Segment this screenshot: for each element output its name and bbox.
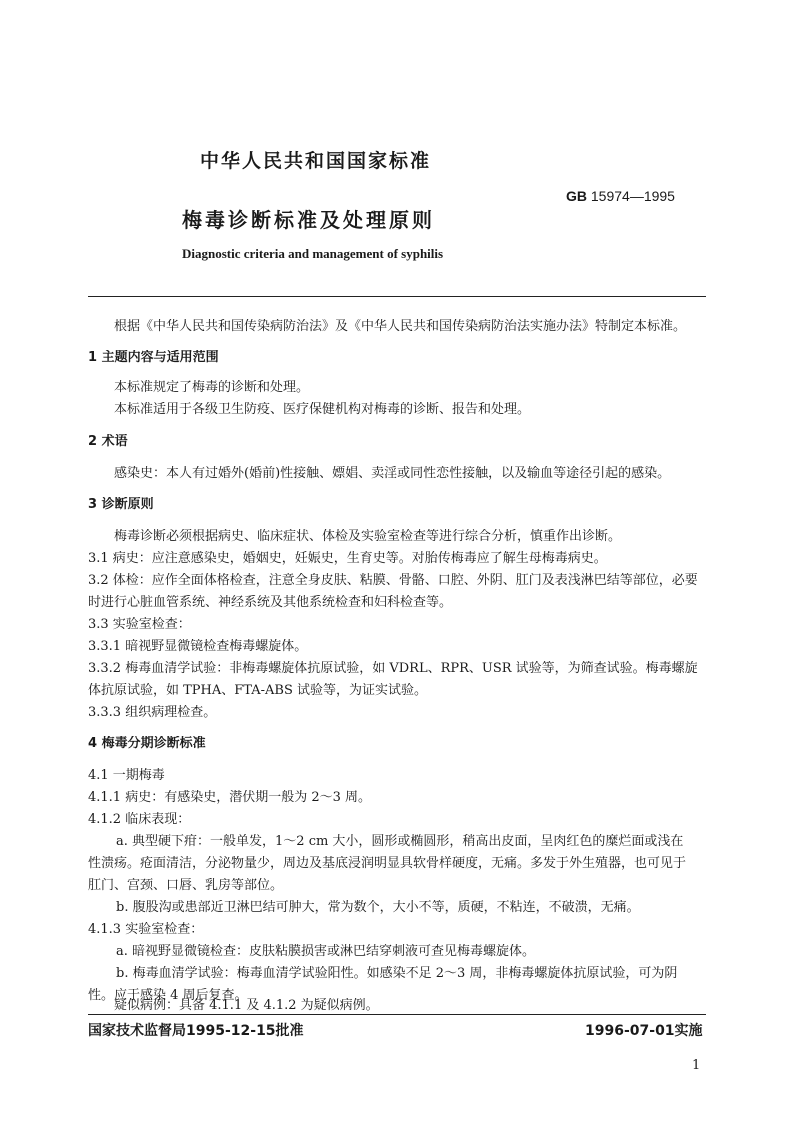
standard-number: [566, 188, 675, 204]
section-1-line: 本标准适用于各级卫生防疫、医疗保健机构对梅毒的诊断、报告和处理。: [114, 402, 531, 417]
footer-divider: [88, 1014, 706, 1015]
document-title: 梅毒诊断标准及处理原则: [182, 208, 435, 232]
item-a-cont: 性溃疡。疮面清洁，分泌物量少，周边及基底浸润明显具软骨样硬度，无痛。多发于外生殖器，也可见于: [88, 856, 687, 871]
section-1-line: 本标准规定了梅毒的诊断和处理。: [114, 380, 310, 395]
section-3-line: 梅毒诊断必须根据病史、临床症状、体检及实验室检查等进行综合分析，慎重作出诊断。: [114, 529, 622, 544]
gb-number: 15974—1995: [590, 188, 675, 204]
item-b: b. 腹股沟或患部近卫淋巴结可肿大，常为数个，大小不等，质硬，不粘连，不破溃，无痛。: [116, 900, 640, 915]
section-3-heading: 3 诊断原则: [88, 497, 154, 512]
approval-note: 国家技术监督局1995-12-15批准: [88, 1023, 304, 1039]
clause-3-2-cont: 时进行心脏血管系统、神经系统及其他系统检查和妇科检查等。: [88, 595, 453, 610]
clause-3-3-2: 3.3.2 梅毒血清学试验：非梅毒螺旋体抗原试验，如 VDRL、RPR、USR 试验等，为筛查试验。梅毒螺旋: [88, 661, 698, 676]
item-b-cont: 性。应于感染 4 周后复查。: [88, 988, 248, 1003]
suspected-case-line: 疑似病例：具备 4.1.1 及 4.1.2 为疑似病例。: [114, 998, 379, 1013]
page-number: 1: [692, 1058, 701, 1073]
intro-paragraph: 根据《中华人民共和国传染病防治法》及《中华人民共和国传染病防治法实施办法》特制定本标准。: [114, 319, 687, 334]
item-a: a. 典型硬下疳：一般单发，1～2 cm 大小，圆形或椭圆形，稍高出皮面，呈肉红色的糜烂面或浅在: [116, 834, 684, 849]
clause-4-1-1: 4.1.1 病史：有感染史，潜伏期一般为 2～3 周。: [88, 790, 372, 805]
national-standard-heading: 中华人民共和国国家标准: [200, 150, 432, 172]
document-title-en: Diagnostic criteria and management of syphilis: [182, 246, 444, 261]
clause-3-2: 3.2 体检：应作全面体格检查，注意全身皮肤、粘膜、骨骼、口腔、外阴、肛门及表浅淋巴结等部位，必要: [88, 573, 698, 588]
header-divider: [88, 296, 706, 297]
section-4-heading: 4 梅毒分期诊断标准: [88, 736, 206, 751]
item-a: a. 暗视野显微镜检查：皮肤粘膜损害或淋巴结穿刺液可查见梅毒螺旋体。: [116, 944, 536, 959]
item-b: b. 梅毒血清学试验：梅毒血清学试验阳性。如感染不足 2～3 周，非梅毒螺旋体抗原试验，可为阴: [116, 966, 678, 981]
section-2-heading: 2 术语: [88, 434, 128, 449]
clause-4-1-3: 4.1.3 实验室检查：: [88, 922, 204, 937]
clause-3-3-3: 3.3.3 组织病理检查。: [88, 705, 217, 720]
clause-3-3-1: 3.3.1 暗视野显微镜检查梅毒螺旋体。: [88, 639, 308, 654]
clause-3-3: 3.3 实验室检查：: [88, 617, 191, 632]
section-2-line: 感染史：本人有过婚外(婚前)性接触、嫖娼、卖淫或同性恋性接触，以及输血等途径引起的感染。: [114, 466, 671, 481]
item-a-cont: 肛门、宫颈、口唇、乳房等部位。: [88, 878, 284, 893]
clause-4-1-2: 4.1.2 临床表现：: [88, 812, 191, 827]
clause-4-1: 4.1 一期梅毒: [88, 768, 165, 783]
gb-prefix: GB: [566, 188, 587, 204]
clause-3-3-2-cont: 体抗原试验，如 TPHA、FTA-ABS 试验等，为证实试验。: [88, 683, 428, 698]
clause-3-1: 3.1 病史：应注意感染史，婚姻史，妊娠史，生育史等。对胎传梅毒应了解生母梅毒病史。: [88, 551, 607, 566]
effective-date: 1996-07-01实施: [585, 1023, 703, 1039]
section-1-heading: 1 主题内容与适用范围: [88, 350, 219, 365]
